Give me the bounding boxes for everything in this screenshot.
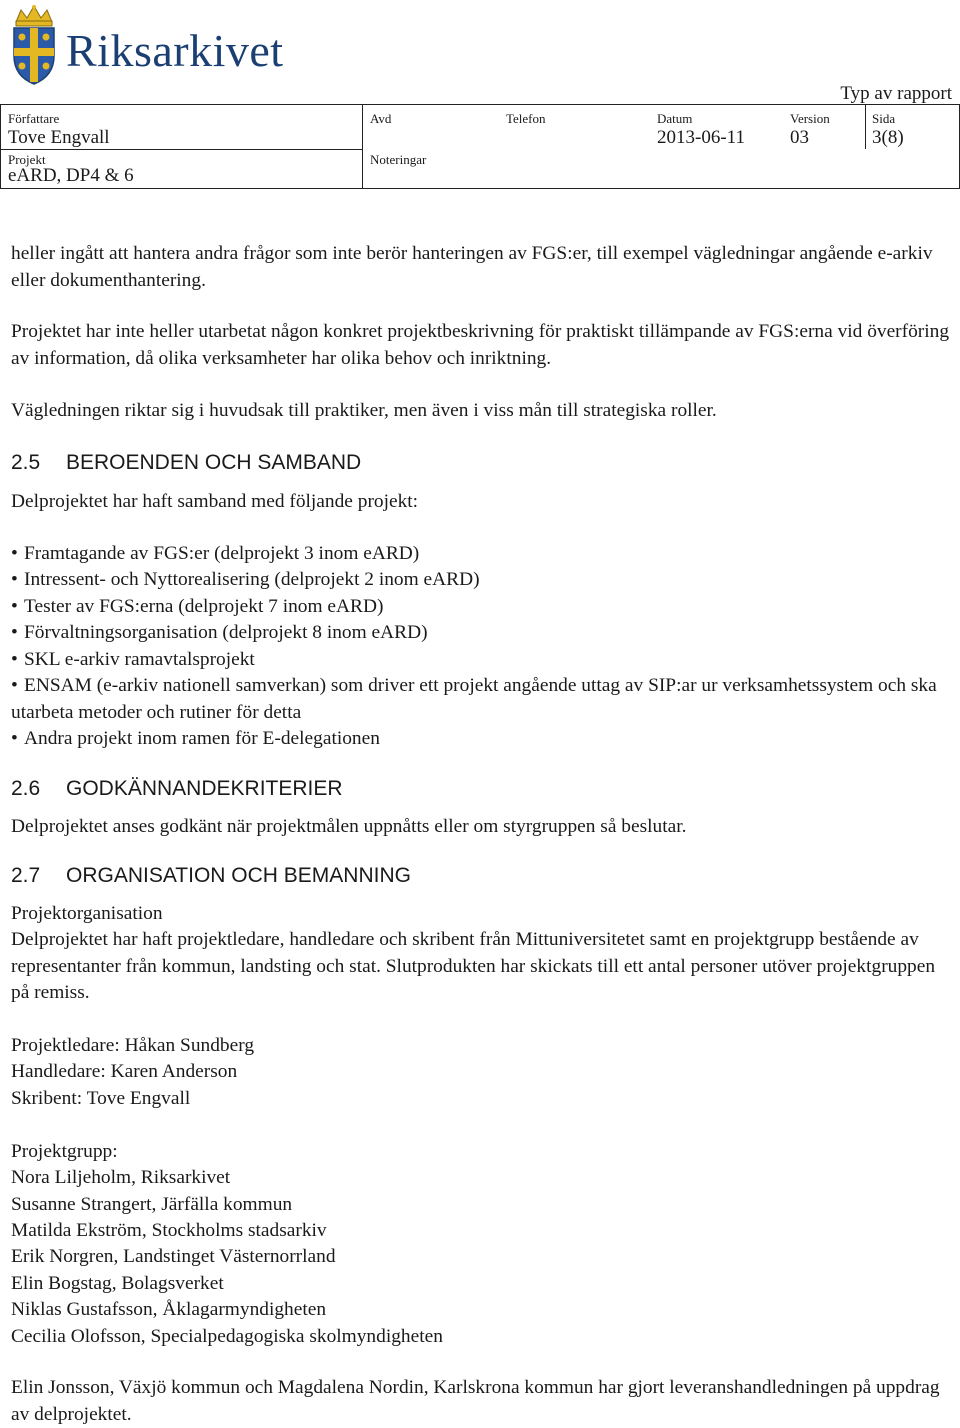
brand-wordmark: Riksarkivet bbox=[66, 25, 284, 76]
group-member: Elin Bogstag, Bolagsverket bbox=[11, 1273, 224, 1294]
subsection-title: Projektorganisation bbox=[11, 903, 163, 924]
list-item: • Framtagande av FGS:er (delprojekt 3 inom eARD) bbox=[11, 541, 951, 568]
list-item: • Tester av FGS:erna (delprojekt 7 inom eARD) bbox=[11, 594, 951, 621]
page-label: Sida bbox=[872, 111, 896, 126]
role-line: Handledare: Karen Anderson bbox=[11, 1061, 238, 1082]
phone-label: Telefon bbox=[506, 111, 546, 126]
author-label: Författare bbox=[8, 111, 60, 126]
section-title: GODKÄNNANDEKRITERIER bbox=[66, 777, 343, 800]
project-label: Projekt bbox=[8, 152, 46, 167]
document-type: Typ av rapport bbox=[840, 83, 952, 104]
bullet-icon: • bbox=[11, 622, 18, 643]
header-divider-2 bbox=[865, 104, 866, 149]
section-heading-2-7 bbox=[11, 865, 411, 886]
header-mid-rule bbox=[0, 149, 362, 150]
header-bottom-rule bbox=[0, 188, 960, 189]
section-number: 2.7 bbox=[11, 864, 41, 887]
bullet-icon: • bbox=[11, 569, 18, 590]
dept-label: Avd bbox=[370, 111, 392, 126]
section-2-5-lead: Delprojektet har haft samband med följande projekt: bbox=[11, 491, 419, 512]
section-number: 2.6 bbox=[11, 777, 41, 800]
list-item: • ENSAM (e-arkiv nationell samverkan) som driver ett projekt angående uttag av SIP:ar ur verksamhetssystem och ska utarbeta metoder och rutiner för detta bbox=[11, 675, 937, 723]
group-label: Projektgrupp: bbox=[11, 1141, 118, 1162]
section-title: BEROENDEN OCH SAMBAND bbox=[66, 451, 362, 474]
date-value: 2013-06-11 bbox=[657, 127, 745, 148]
section-heading-2-5 bbox=[11, 452, 361, 473]
notes-label: Noteringar bbox=[370, 152, 427, 167]
section-2-6-text: Delprojektet anses godkänt när projektmålen uppnåtts eller om styrgruppen så beslutar. bbox=[11, 816, 687, 837]
intro-paragraph-2: Projektet har inte heller utarbetat någon konkret projektbeskrivning för praktiskt tillämpande av FGS:erna vid överföring av information, då olika verksamheter har olika behov och inriktning. bbox=[11, 321, 950, 369]
section-heading-2-6 bbox=[11, 778, 343, 799]
group-member: Niklas Gustafsson, Åklagarmyndigheten bbox=[11, 1299, 327, 1320]
header-top-rule bbox=[0, 104, 960, 105]
page-value: 3(8) bbox=[872, 127, 904, 148]
header-divider-1 bbox=[362, 104, 363, 189]
bullet-icon: • bbox=[11, 596, 18, 617]
closing-paragraph: Elin Jonsson, Växjö kommun och Magdalena Nordin, Karlskrona kommun har gjort leveranshandledningen på uppdrag av delprojektet. bbox=[11, 1377, 940, 1425]
list-item: • Förvaltningsorganisation (delprojekt 8 inom eARD) bbox=[11, 620, 951, 647]
role-line: Skribent: Tove Engvall bbox=[11, 1088, 191, 1109]
author-value: Tove Engvall bbox=[8, 127, 110, 148]
group-member: Erik Norgren, Landstinget Västernorrland bbox=[11, 1246, 336, 1267]
list-item: • SKL e-arkiv ramavtalsprojekt bbox=[11, 647, 951, 674]
project-value: eARD, DP4 & 6 bbox=[8, 165, 134, 186]
group-member: Matilda Ekström, Stockholms stadsarkiv bbox=[11, 1220, 327, 1241]
bullet-icon: • bbox=[11, 543, 18, 564]
role-line: Projektledare: Håkan Sundberg bbox=[11, 1035, 255, 1056]
list-item: • Andra projekt inom ramen för E-delegationen bbox=[11, 726, 951, 753]
header-left-border bbox=[0, 104, 1, 189]
bullet-icon: • bbox=[11, 728, 18, 749]
section-number: 2.5 bbox=[11, 451, 41, 474]
list-item: • Intressent- och Nyttorealisering (delprojekt 2 inom eARD) bbox=[11, 567, 951, 594]
group-member: Susanne Strangert, Järfälla kommun bbox=[11, 1194, 293, 1215]
section-2-7-text: Delprojektet har haft projektledare, handledare och skribent från Mittuniversitetet samt en projektgrupp bestående av representanter från kommun, landsting och stat. Slutprodukten har skickats till ett antal personer utöver projektgruppen på remiss. bbox=[11, 929, 936, 1003]
version-value: 03 bbox=[790, 127, 809, 148]
intro-paragraph-3: Vägledningen riktar sig i huvudsak till praktiker, men även i viss mån till strategiska roller. bbox=[11, 400, 717, 421]
riksarkivet-crest-logo bbox=[8, 4, 60, 86]
bullet-icon: • bbox=[11, 649, 18, 670]
date-label: Datum bbox=[657, 111, 693, 126]
intro-paragraph-1: heller ingått att hantera andra frågor som inte berör hanteringen av FGS:er, till exempel vägledningar angående e-arkiv eller dokumenthantering. bbox=[11, 243, 933, 291]
section-title: ORGANISATION OCH BEMANNING bbox=[66, 864, 411, 887]
group-member: Cecilia Olofsson, Specialpedagogiska skolmyndigheten bbox=[11, 1326, 443, 1347]
version-label: Version bbox=[790, 111, 830, 126]
bullet-icon: • bbox=[11, 675, 18, 696]
group-member: Nora Liljeholm, Riksarkivet bbox=[11, 1167, 231, 1188]
